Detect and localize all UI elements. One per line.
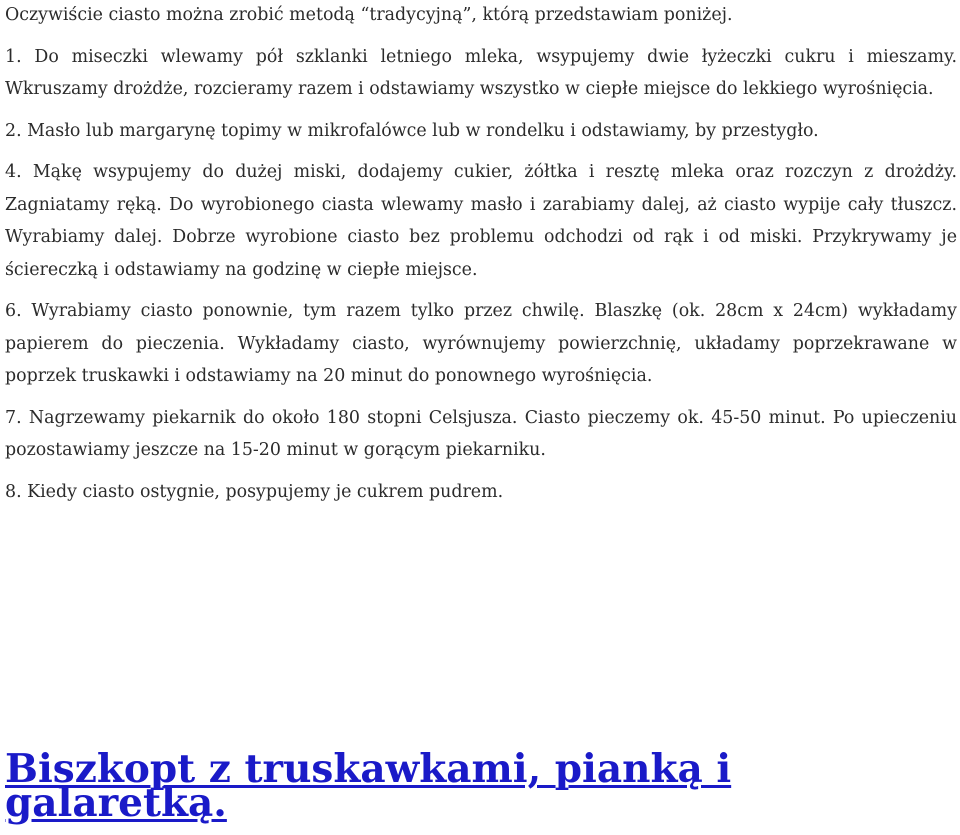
intro-paragraph: Oczywiście ciasto można zrobić metodą “tradycyjną”, którą przedstawiam poniżej. — [5, 5, 733, 25]
step-1-paragraph: 1. Do miseczki wlewamy pół szklanki letniego mleka, wsypujemy dwie łyżeczki cukru i mieszamy. Wkruszamy drożdże, rozcieramy razem i odstawiamy wszystko w ciepłe miejsce do lekkiego wyrośnięcia. — [5, 46, 957, 99]
step-2-paragraph: 2. Masło lub margarynę topimy w mikrofalówce lub w rondelku i odstawiamy, by przestygło. — [5, 120, 819, 141]
step-8-paragraph: 8. Kiedy ciasto ostygnie, posypujemy je cukrem pudrem. — [5, 481, 504, 502]
next-article-heading — [5, 746, 957, 826]
step-4-paragraph: 4. Mąkę wsypujemy do dużej miski, dodajemy cukier, żółtka i resztę mleka oraz rozczyn z drożdży. Zagniatamy ręką. Do wyrobionego ciasta wlewamy masło i zarabiamy dalej, aż ciasto wypije cały tłuszcz. Wyrabiamy dalej. Dobrze wyrobione ciasto bez problemu odchodzi od rąk i od miski. Przykrywamy je ściereczką i odstawiamy na godzinę w ciepłe miejsce. — [5, 162, 957, 280]
step-6-paragraph: 6. Wyrabiamy ciasto ponownie, tym razem tylko przez chwilę. Blaszkę (ok. 28cm x 24cm) wykładamy papierem do pieczenia. Wykładamy ciasto, wyrównujemy powierzchnię, układamy poprzekrawane w poprzek truskawki i odstawiamy na 20 minut do ponownego wyrośnięcia. — [5, 301, 957, 386]
step-7-paragraph: 7. Nagrzewamy piekarnik do około 180 stopni Celsjusza. Ciasto pieczemy ok. 45-50 minut. Po upieczeniu pozostawiamy jeszcze na 15-20 minut w gorącym piekarniku. — [5, 407, 957, 460]
next-article-link[interactable]: Biszkopt z truskawkami, pianką i galaretką. — [5, 746, 732, 826]
recipe-content — [5, 0, 957, 508]
